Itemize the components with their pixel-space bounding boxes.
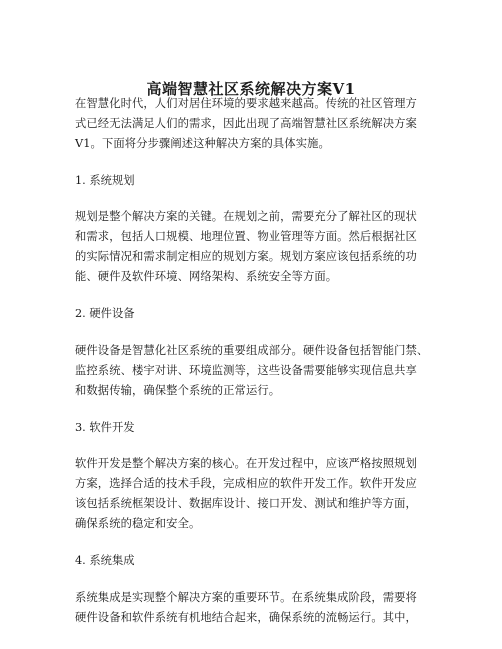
section-2-line-2: 监控系统、楼宇对讲、环境监测等，这些设备需要能够实现信息共享 xyxy=(75,364,417,377)
section-3-line-1: 软件开发是整个解决方案的核心。在开发过程中，应该严格按照规划 xyxy=(75,457,417,470)
document-title: 高端智慧社区系统解决方案V1 xyxy=(146,80,356,98)
section-1-line-1: 规划是整个解决方案的关键。在规划之前，需要充分了解社区的现状 xyxy=(75,210,417,223)
section-3-line-2: 方案，选择合适的技术手段，完成相应的软件开发工作。软件开发应 xyxy=(75,477,417,490)
intro-line-1: 在智慧化时代，人们对居住环境的要求越来越高。传统的社区管理方 xyxy=(75,97,417,110)
section-4-line-2: 硬件设备和软件系统有机地结合起来，确保系统的流畅运行。其中， xyxy=(75,611,417,624)
section-3-heading: 3. 软件开发 xyxy=(75,421,135,434)
section-4-heading: 4. 系统集成 xyxy=(75,554,135,567)
section-1-line-3: 的实际情况和需求制定相应的规划方案。规划方案应该包括系统的功 xyxy=(75,250,417,263)
section-4-line-1: 系统集成是实现整个解决方案的重要环节。在系统集成阶段，需要将 xyxy=(75,591,417,604)
section-2-line-3: 和数据传输，确保整个系统的正常运行。 xyxy=(75,384,281,397)
intro-line-2: 式已经无法满足人们的需求，因此出现了高端智慧社区系统解决方案 xyxy=(75,117,417,130)
section-2-line-1: 硬件设备是智慧化社区系统的重要组成部分。硬件设备包括智能门禁、 xyxy=(75,344,429,357)
section-2-heading: 2. 硬件设备 xyxy=(75,307,135,320)
section-1-heading: 1. 系统规划 xyxy=(75,174,135,187)
section-3-line-3: 该包括系统框架设计、数据库设计、接口开发、测试和维护等方面， xyxy=(75,497,417,510)
section-1-line-4: 能、硬件及软件环境、网络架构、系统安全等方面。 xyxy=(75,270,338,283)
intro-line-3: V1。下面将分步骤阐述这种解决方案的具体实施。 xyxy=(75,137,330,150)
section-3-line-4: 确保系统的稳定和安全。 xyxy=(75,517,201,530)
section-1-line-2: 和需求，包括人口规模、地理位置、物业管理等方面。然后根据社区 xyxy=(75,230,417,243)
